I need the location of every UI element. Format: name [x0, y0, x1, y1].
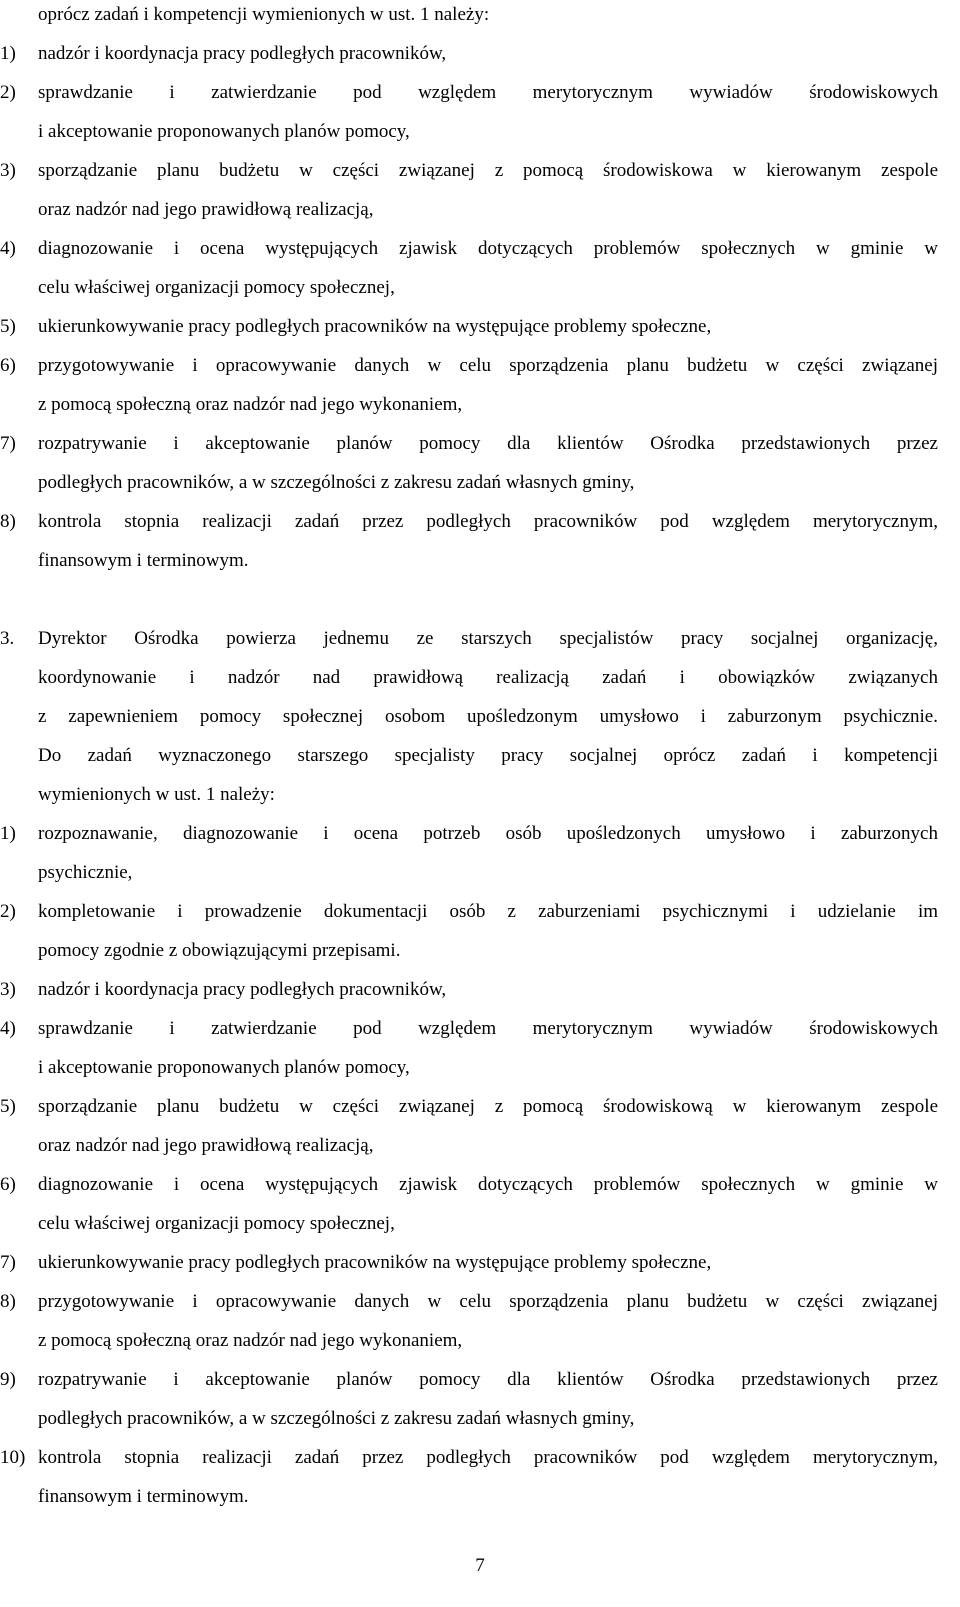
paragraph-number: 3. [0, 628, 15, 649]
item-line: finansowym i terminowym. [38, 550, 249, 571]
section-b [0, 619, 960, 1516]
item-line: celu właściwej organizacji pomocy społecznej, [38, 277, 395, 298]
list-item [0, 1438, 938, 1516]
list-item [0, 1360, 938, 1438]
list-item [0, 1243, 938, 1282]
item-line: rozpatrywanie i akceptowanie planów pomocy dla klientów Ośrodka przedstawionych przez [38, 1369, 938, 1390]
item-line: nadzór i koordynacja pracy podległych pracowników, [38, 979, 447, 1000]
item-number: 7) [0, 1252, 16, 1273]
item-number: 8) [0, 511, 16, 532]
section-b-paragraph [0, 619, 938, 814]
item-number: 8) [0, 1291, 16, 1312]
item-line: rozpatrywanie i akceptowanie planów pomocy dla klientów Ośrodka przedstawionych przez [38, 433, 938, 454]
list-item [0, 502, 938, 580]
item-line: ukierunkowywanie pracy podległych pracowników na występujące problemy społeczne, [38, 1252, 712, 1273]
item-line: diagnozowanie i ocena występujących zjawisk dotyczących problemów społecznych w gminie w [38, 1174, 938, 1195]
paragraph-line: Do zadań wyznaczonego starszego specjalisty pracy socjalnej oprócz zadań i kompetencji [38, 745, 938, 766]
item-number: 4) [0, 238, 16, 259]
list-item [0, 73, 938, 151]
item-number: 6) [0, 1174, 16, 1195]
list-item [0, 34, 938, 73]
item-line: rozpoznawanie, diagnozowanie i ocena potrzeb osób upośledzonych umysłowo i zaburzonych [38, 823, 938, 844]
item-number: 2) [0, 901, 16, 922]
item-line: podległych pracowników, a w szczególności z zakresu zadań własnych gminy, [38, 472, 635, 493]
item-number: 10) [0, 1447, 26, 1468]
section-a [0, 0, 960, 580]
item-line: z pomocą społeczną oraz nadzór nad jego wykonaniem, [38, 1330, 463, 1351]
paragraph-line: koordynowanie i nadzór nad prawidłową realizacją zadań i obowiązków związanych [38, 667, 938, 688]
item-line: nadzór i koordynacja pracy podległych pracowników, [38, 43, 447, 64]
item-line: sporządzanie planu budżetu w części związanej z pomocą środowiskową w kierowanym zespole [38, 1096, 938, 1117]
section-a-intro: oprócz zadań i kompetencji wymienionych w ust. 1 należy: [38, 4, 490, 25]
paragraph-line: wymienionych w ust. 1 należy: [38, 784, 275, 805]
item-number: 5) [0, 1096, 16, 1117]
item-line: pomocy zgodnie z obowiązującymi przepisami. [38, 940, 401, 961]
list-item [0, 346, 938, 424]
list-item [0, 970, 938, 1009]
item-line: sprawdzanie i zatwierdzanie pod względem merytorycznym wywiadów środowiskowych [38, 82, 938, 103]
item-line: przygotowywanie i opracowywanie danych w celu sporządzenia planu budżetu w części związanej [38, 355, 938, 376]
item-number: 9) [0, 1369, 16, 1390]
list-item [0, 1087, 938, 1165]
item-number: 3) [0, 160, 16, 181]
item-line: sprawdzanie i zatwierdzanie pod względem merytorycznym wywiadów środowiskowych [38, 1018, 938, 1039]
page-number: 7 [475, 1555, 485, 1576]
list-item [0, 892, 938, 970]
list-item [0, 424, 938, 502]
item-number: 1) [0, 43, 16, 64]
item-number: 3) [0, 979, 16, 1000]
list-item [0, 1165, 938, 1243]
item-line: sporządzanie planu budżetu w części związanej z pomocą środowiskowa w kierowanym zespole [38, 160, 938, 181]
list-item [0, 1282, 938, 1360]
item-number: 6) [0, 355, 16, 376]
list-item [0, 151, 938, 229]
paragraph-line: Dyrektor Ośrodka powierza jednemu ze starszych specjalistów pracy socjalnej organizację, [38, 628, 938, 649]
item-line: podległych pracowników, a w szczególności z zakresu zadań własnych gminy, [38, 1408, 635, 1429]
item-line: oraz nadzór nad jego prawidłową realizacją, [38, 199, 374, 220]
item-line: z pomocą społeczną oraz nadzór nad jego wykonaniem, [38, 394, 463, 415]
item-number: 2) [0, 82, 16, 103]
item-line: kompletowanie i prowadzenie dokumentacji osób z zaburzeniami psychicznymi i udzielanie im [38, 901, 938, 922]
item-number: 4) [0, 1018, 16, 1039]
item-line: celu właściwej organizacji pomocy społecznej, [38, 1213, 395, 1234]
item-number: 5) [0, 316, 16, 337]
item-line: i akceptowanie proponowanych planów pomocy, [38, 121, 410, 142]
item-line: finansowym i terminowym. [38, 1486, 249, 1507]
item-line: oraz nadzór nad jego prawidłową realizacją, [38, 1135, 374, 1156]
item-line: psychicznie, [38, 862, 133, 883]
paragraph-line: z zapewnieniem pomocy społecznej osobom upośledzonym umysłowo i zaburzonym psychicznie. [38, 706, 938, 727]
list-item [0, 814, 938, 892]
item-line: kontrola stopnia realizacji zadań przez podległych pracowników pod względem merytorycznym, [38, 511, 938, 532]
item-line: przygotowywanie i opracowywanie danych w celu sporządzenia planu budżetu w części związanej [38, 1291, 938, 1312]
item-number: 7) [0, 433, 16, 454]
list-item [0, 1009, 938, 1087]
item-line: kontrola stopnia realizacji zadań przez podległych pracowników pod względem merytorycznym, [38, 1447, 938, 1468]
list-item [0, 229, 938, 307]
list-item [0, 307, 938, 346]
item-line: i akceptowanie proponowanych planów pomocy, [38, 1057, 410, 1078]
item-line: ukierunkowywanie pracy podległych pracowników na występujące problemy społeczne, [38, 316, 712, 337]
item-line: diagnozowanie i ocena występujących zjawisk dotyczących problemów społecznych w gminie w [38, 238, 938, 259]
item-number: 1) [0, 823, 16, 844]
